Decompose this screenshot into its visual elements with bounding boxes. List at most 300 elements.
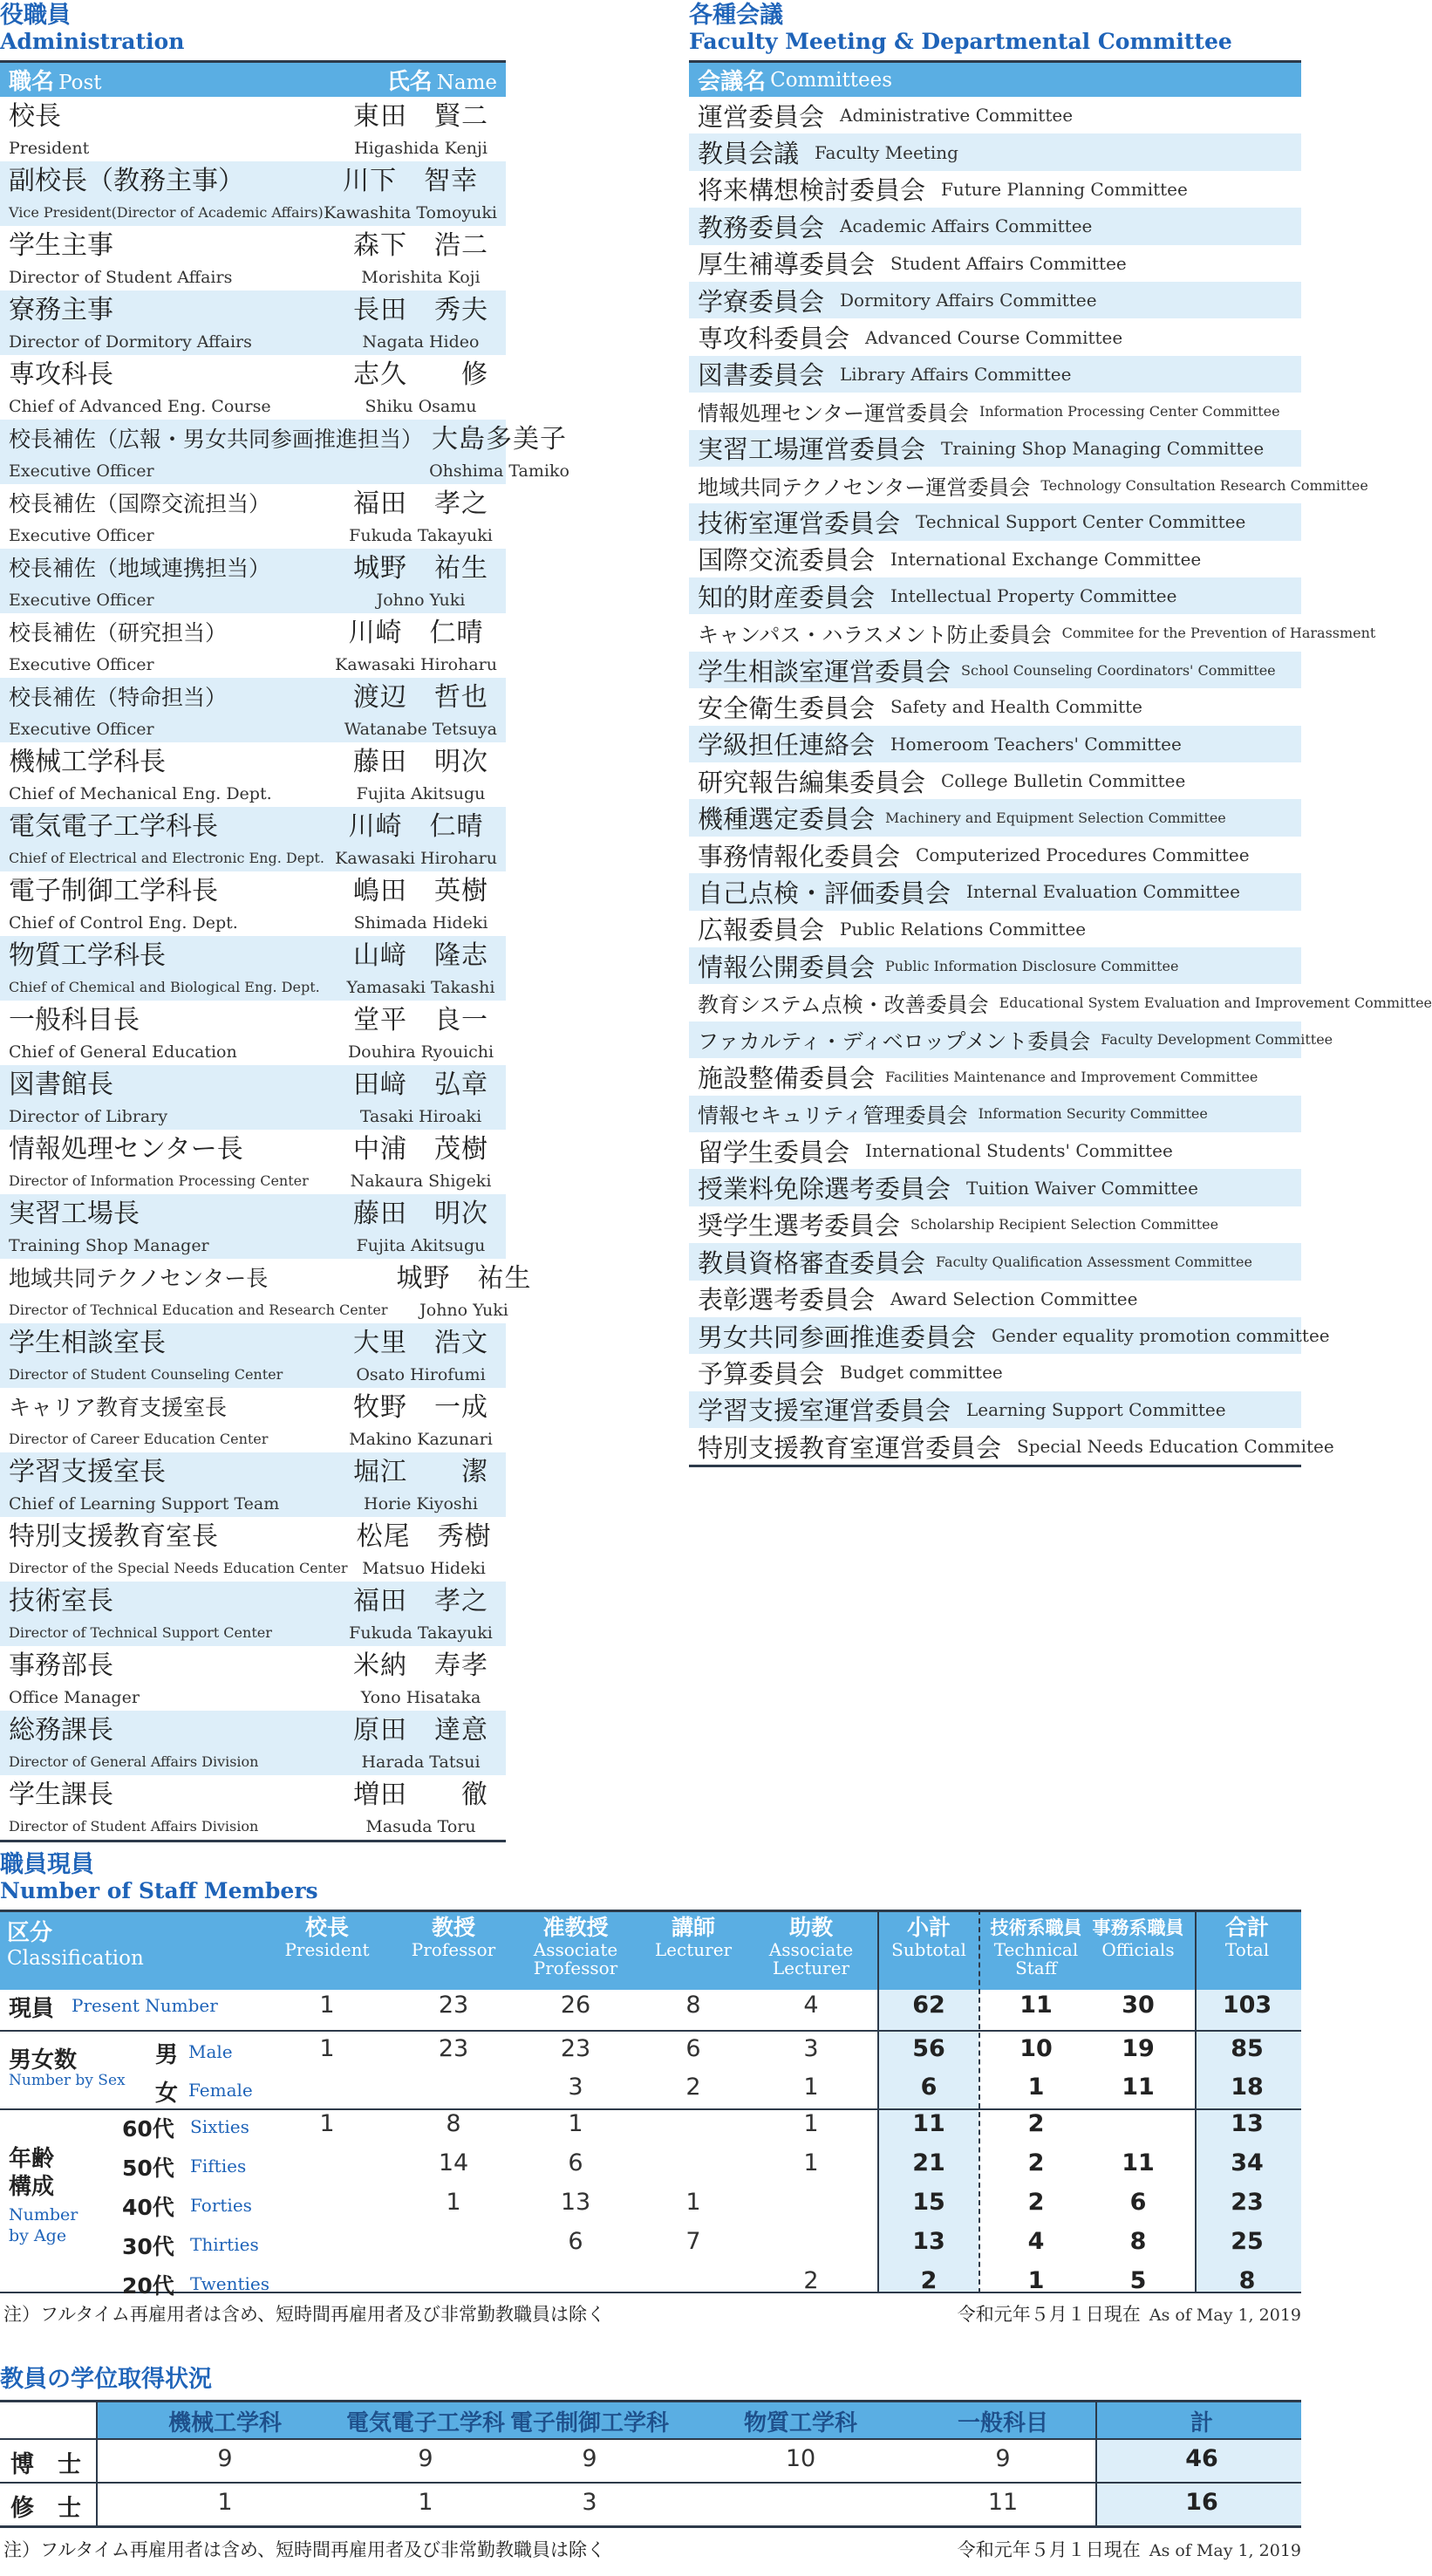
committee-name-en: International Exchange Committee [890, 548, 1202, 570]
staff-value-cell: 15 [912, 2189, 945, 2216]
col-en: Technical Staff [993, 1939, 1079, 1978]
post-en: Executive Officer [9, 591, 154, 610]
staff-value-cell: 13 [1231, 2110, 1264, 2137]
committee-name-en: Library Affairs Committee [840, 363, 1072, 385]
col-jp: 校長 [304, 1915, 349, 1940]
admin-row [0, 1517, 506, 1582]
admin-post [9, 1135, 309, 1191]
admin-row [0, 678, 506, 742]
person-name-en: Johno Yuki [419, 1301, 508, 1320]
committee-name-jp: 事務情報化委員会 [698, 841, 901, 871]
staff-value-cell: 10 [1019, 2035, 1053, 2062]
admin-post [9, 1587, 272, 1643]
post-jp: 学習支援室長 [9, 1457, 166, 1487]
staff-value-cell: 11 [1122, 2149, 1155, 2176]
person-name-en: Makino Kazunari [349, 1430, 493, 1449]
committee-name-en: Commitee for the Prevention of Harassment [1061, 625, 1376, 642]
col-jp: 准教授 [542, 1915, 609, 1940]
admin-row [0, 290, 506, 355]
degree-divider-left [96, 2400, 98, 2527]
staff-table [0, 1910, 1301, 2299]
admin-post [9, 941, 320, 997]
degree-value-cell: 1 [217, 2489, 233, 2516]
post-jp: 総務課長 [9, 1715, 113, 1746]
person-name-en: Harada Tatsui [361, 1753, 481, 1772]
admin-row [0, 613, 506, 678]
admin-person [344, 683, 497, 739]
person-name-en: Shimada Hideki [353, 913, 488, 933]
committees-title-jp: 各種会議 [689, 2, 783, 29]
committee-row [689, 356, 1301, 393]
staff-date: 令和元年５月１日現在 [957, 2304, 1141, 2325]
col-jp: 事務系職員 [1092, 1917, 1184, 1938]
committee-row [689, 541, 1301, 577]
staff-value-cell: 23 [438, 2035, 469, 2062]
admin-person [344, 1458, 497, 1513]
admin-row [0, 484, 506, 549]
degree-col-header: 電気電子工学科 [345, 2410, 505, 2436]
committee-row [689, 171, 1301, 208]
staff-title-jp: 職員現員 [0, 1851, 94, 1878]
admin-title-jp: 役職員 [0, 2, 71, 29]
committee-row [689, 1058, 1301, 1095]
committee-name-jp: 教員会議 [698, 139, 800, 169]
committee-name-en: Faculty Qualification Assessment Committee [936, 1253, 1252, 1270]
staff-title-en: Number of Staff Members [0, 1878, 318, 1903]
committee-row [689, 282, 1301, 318]
committee-row [689, 577, 1301, 614]
person-name-en: Kawasaki Hiroharu [335, 655, 497, 674]
committee-row [689, 503, 1301, 540]
age-row-en: Fifties [190, 2156, 247, 2176]
admin-post [9, 360, 271, 416]
age-row-jp: 40代 [122, 2195, 174, 2220]
col-jp: 小計 [906, 1915, 951, 1940]
person-name-en: Matsuo Hideki [362, 1559, 486, 1578]
staff-col-header [979, 1915, 1093, 1978]
staff-value-cell: 2 [1027, 2110, 1045, 2137]
degree-section [0, 2366, 1301, 2562]
staff-value-cell: 30 [1122, 1992, 1155, 2019]
committee-name-en: Scholarship Recipient Selection Committee [910, 1216, 1219, 1233]
post-jp: 機械工学科長 [9, 747, 166, 777]
person-name-jp: 東田 賢二 [353, 101, 488, 132]
admin-person [344, 1329, 497, 1384]
staff-value-cell: 1 [1027, 2267, 1045, 2294]
post-jp: 校長補佐（特命担当） [9, 685, 228, 710]
admin-post [9, 554, 270, 610]
post-en: Training Shop Manager [9, 1236, 209, 1255]
committee-name-jp: 学寮委員会 [698, 286, 825, 317]
committee-name-jp: 図書委員会 [698, 360, 825, 391]
post-en: Director of the Special Needs Education Center [9, 1560, 348, 1576]
staff-value-cell: 1 [446, 2189, 461, 2216]
age-label-en: Number by Age [9, 2205, 78, 2245]
header-divider-left [877, 1910, 879, 2293]
committee-name-en: School Counseling Coordinators' Committee [961, 661, 1276, 679]
degree-note: 注）フルタイム再雇用者は含め、短時間再雇用者及び非常勤教職員は除く [3, 2539, 606, 2560]
staff-value-cell: 8 [1129, 2228, 1147, 2255]
committee-name-en: Future Planning Committee [941, 178, 1188, 200]
person-name-en: Yono Hisataka [360, 1688, 481, 1707]
post-jp: 実習工場長 [9, 1199, 140, 1229]
committee-row [689, 1317, 1330, 1354]
admin-post [9, 1458, 279, 1513]
committee-row [689, 1428, 1334, 1465]
committee-name-jp: 情報セキュリティ管理委員会 [698, 1104, 968, 1129]
post-jp: 校長補佐（広報・男女共同参画推進担当） [9, 427, 424, 452]
committee-name-jp: 予算委員会 [698, 1358, 825, 1389]
admin-post [9, 1716, 258, 1772]
post-jp: 校長 [9, 101, 61, 132]
age-row-jp: 30代 [122, 2234, 174, 2259]
admin-person [344, 1393, 497, 1449]
staff-value-cell: 3 [803, 2035, 819, 2062]
person-name-jp: 渡辺 哲也 [352, 682, 488, 713]
admin-person [324, 167, 497, 222]
committee-name-en: Training Shop Managing Committee [941, 437, 1265, 459]
person-name-en: Fukuda Takayuki [349, 526, 493, 545]
committee-row [689, 1169, 1301, 1206]
staff-value-cell: 6 [568, 2228, 583, 2255]
degree-date: 令和元年５月１日現在 [957, 2539, 1141, 2560]
post-en: Director of Career Education Center [9, 1431, 269, 1447]
admin-post [9, 231, 232, 287]
person-name-en: Fukuda Takayuki [349, 1623, 493, 1643]
committee-row [689, 762, 1301, 799]
committee-row [689, 245, 1301, 282]
staff-value-cell: 1 [803, 2149, 819, 2176]
committee-row [689, 911, 1301, 947]
present-label-en: Present Number [72, 1995, 218, 2016]
committee-row [689, 1096, 1301, 1132]
admin-person [344, 231, 497, 287]
admin-person [344, 554, 497, 610]
committee-name-en: Advanced Course Committee [865, 326, 1123, 348]
person-name-en: Morishita Koji [361, 268, 481, 287]
committee-row [689, 393, 1301, 429]
classification-en: Classification [7, 1947, 144, 1970]
staff-value-cell: 23 [438, 1992, 469, 2019]
admin-post [9, 167, 324, 222]
post-jp: 学生相談室長 [9, 1328, 166, 1358]
committee-name-jp: 施設整備委員会 [698, 1063, 876, 1093]
sex-row-en: Male [188, 2041, 233, 2062]
committee-row [689, 1391, 1301, 1428]
col-jp: 講師 [671, 1915, 715, 1940]
admin-post [9, 1522, 348, 1578]
admin-person [335, 618, 497, 674]
staff-value-cell: 25 [1231, 2228, 1264, 2255]
post-jp: 物質工学科長 [9, 940, 166, 971]
committee-name-en: Technology Consultation Research Committee [1040, 476, 1368, 494]
degree-date-en: As of May 1, 2019 [1149, 2541, 1301, 2560]
person-name-en: Yamasaki Takashi [346, 978, 495, 997]
staff-value-cell: 2 [1027, 2149, 1045, 2176]
staff-value-cell: 8 [1238, 2267, 1256, 2294]
degree-value-cell: 9 [418, 2445, 433, 2472]
staff-value-cell: 23 [1231, 2189, 1264, 2216]
post-en: Chief of Learning Support Team [9, 1494, 280, 1513]
admin-row [0, 549, 506, 613]
committee-row [689, 873, 1301, 910]
admin-person [348, 1522, 501, 1578]
committee-name-jp: 自己点検・評価委員会 [698, 878, 951, 908]
post-jp: 学生主事 [9, 230, 113, 261]
staff-value-cell: 6 [920, 2074, 938, 2101]
committee-name-en: Facilities Maintenance and Improvement Committee [885, 1068, 1258, 1085]
post-jp: 図書館長 [9, 1069, 113, 1100]
post-header-en: Post [58, 72, 102, 94]
committee-name-jp: 将来構想検討委員会 [698, 175, 926, 206]
admin-person [344, 296, 497, 352]
person-name-jp: 嶋田 英樹 [353, 876, 488, 906]
age-row-en: Twenties [190, 2273, 269, 2294]
staff-value-cell: 13 [912, 2228, 945, 2255]
committee-name-en: Public Relations Committee [840, 918, 1087, 940]
committee-name-en: Learning Support Committee [966, 1398, 1226, 1420]
committee-name-jp: キャンパス・ハラスメント防止委員会 [698, 623, 1052, 648]
post-en: President [9, 139, 90, 158]
committee-name-en: Machinery and Equipment Selection Committee [885, 810, 1226, 827]
post-en: Chief of Electrical and Electronic Eng. Dept. [9, 850, 324, 866]
staff-value-cell: 21 [912, 2149, 945, 2176]
committee-name-en: International Students' Committee [865, 1140, 1173, 1162]
committee-name-jp: 授業料免除選考委員会 [698, 1174, 951, 1205]
committees-header-en: Committees [770, 68, 893, 92]
post-jp: 情報処理センター長 [9, 1134, 243, 1165]
committee-name-jp: 情報公開委員会 [698, 952, 876, 982]
committee-rows [689, 97, 1432, 1467]
person-name-jp: 城野 祐生 [396, 1263, 532, 1294]
admin-row [0, 1582, 506, 1646]
post-jp: 一般科目長 [9, 1005, 140, 1035]
staff-value-cell: 1 [803, 2110, 819, 2137]
staff-value-cell: 1 [319, 2035, 335, 2062]
post-en: Director of General Affairs Division [9, 1753, 259, 1770]
degree-row-label: 博 士 [10, 2451, 81, 2478]
post-en: Director of Student Affairs [9, 268, 233, 287]
person-name-jp: 藤田 明次 [353, 747, 488, 777]
sex-row-jp: 女 [155, 2081, 179, 2107]
person-name-en: Fujita Akitsugu [356, 784, 486, 803]
committees-title-en: Faculty Meeting & Departmental Committee [689, 29, 1232, 54]
staff-value-cell: 62 [912, 1992, 945, 2019]
committee-name-en: Gender equality promotion committee [992, 1325, 1330, 1347]
committee-name-jp: 国際交流委員会 [698, 545, 876, 576]
col-en: Professor [411, 1939, 496, 1960]
staff-value-cell: 23 [560, 2035, 591, 2062]
degree-value-cell: 46 [1185, 2445, 1218, 2472]
committee-name-jp: 学生相談室運営委員会 [698, 656, 951, 687]
staff-value-cell: 3 [568, 2074, 583, 2101]
staff-value-cell: 1 [319, 2110, 335, 2137]
admin-post [9, 748, 272, 803]
committee-name-jp: 厚生補導委員会 [698, 249, 876, 280]
degree-row-line [0, 2438, 1301, 2440]
degree-col-header: 電子制御工学科 [509, 2410, 669, 2436]
age-label [9, 2145, 78, 2246]
staff-value-cell: 2 [1027, 2189, 1045, 2216]
committee-name-en: Special Needs Education Commitee [1017, 1436, 1334, 1458]
col-en: Total [1224, 1939, 1270, 1960]
committee-row [689, 1281, 1301, 1317]
sex-label-en: Number by Sex [9, 2072, 126, 2089]
admin-post [9, 1329, 283, 1384]
committee-name-jp: 安全衛生委員会 [698, 693, 876, 723]
post-en: Director of Library [9, 1107, 168, 1126]
post-jp: 技術室長 [9, 1586, 113, 1616]
post-header-jp: 職名 [9, 69, 55, 95]
name-header-en: Name [436, 72, 497, 94]
post-en: Director of Dormitory Affairs [9, 332, 252, 352]
admin-row [0, 161, 506, 226]
admin-row [0, 1130, 506, 1194]
col-en: Officials [1101, 1939, 1175, 1960]
admin-person [344, 1199, 497, 1255]
person-name-en: Tasaki Hiroaki [359, 1107, 482, 1126]
admin-table-header [0, 60, 506, 97]
header-divider-right [1195, 1910, 1197, 2293]
age-row-en: Forties [190, 2195, 252, 2216]
staff-value-cell: 4 [1027, 2228, 1045, 2255]
post-jp: 地域共同テクノセンター長 [9, 1266, 269, 1291]
col-en: Associate Professor [533, 1939, 618, 1978]
person-name-en: Ohshima Tamiko [429, 461, 569, 481]
committee-name-jp: 教員資格審査委員会 [698, 1247, 926, 1278]
name-header-jp: 氏名 [386, 69, 433, 95]
admin-post [9, 489, 270, 545]
committee-name-jp: 奨学生選考委員会 [698, 1211, 901, 1241]
committee-row [689, 652, 1301, 688]
post-en: Office Manager [9, 1688, 140, 1707]
staff-value-cell: 1 [319, 1992, 335, 2019]
sex-row-jp: 男 [155, 2042, 179, 2068]
staff-col-header [519, 1915, 632, 1978]
post-jp: 専攻科長 [9, 359, 113, 390]
admin-person [344, 102, 497, 158]
person-name-jp: 川下 智幸 [343, 166, 479, 196]
committee-row [689, 97, 1301, 133]
degree-value-cell: 16 [1185, 2489, 1218, 2516]
admin-person [344, 1070, 497, 1126]
present-label-jp: 現員 [9, 1996, 55, 2022]
committee-row [689, 318, 1301, 355]
person-name-jp: 増田 徹 [353, 1780, 488, 1810]
committee-name-en: Technical Support Center Committee [916, 511, 1246, 533]
staff-value-cell: 11 [912, 2110, 945, 2137]
post-en: Chief of General Education [9, 1042, 237, 1062]
admin-post [9, 296, 252, 352]
staff-value-cell: 4 [803, 1992, 819, 2019]
admin-row [0, 1711, 506, 1775]
post-jp: 電子制御工学科長 [9, 876, 218, 906]
post-en: Executive Officer [9, 655, 154, 674]
committee-name-jp: 専攻科委員会 [698, 324, 850, 354]
admin-rows [0, 97, 569, 1842]
admin-post [9, 1264, 388, 1320]
staff-value-cell: 1 [568, 2110, 583, 2137]
person-name-en: Masuda Toru [365, 1817, 476, 1836]
person-name-en: Johno Yuki [376, 591, 466, 610]
person-name-en: Fujita Akitsugu [356, 1236, 486, 1255]
admin-post [9, 1006, 237, 1062]
committee-name-en: Public Information Disclosure Committee [885, 957, 1179, 974]
admin-row [0, 1646, 506, 1711]
degree-value-cell: 3 [582, 2489, 597, 2516]
committee-name-jp: 特別支援教育室運営委員会 [698, 1432, 1002, 1463]
staff-value-cell: 7 [685, 2228, 701, 2255]
post-en: Chief of Chemical and Biological Eng. Dept. [9, 979, 320, 995]
degree-title: 教員の学位取得状況 [0, 2366, 212, 2393]
admin-person [344, 941, 497, 997]
degree-col-header: 物質工学科 [743, 2410, 857, 2436]
committee-row [689, 688, 1301, 725]
committee-name-en: Safety and Health Committe [890, 696, 1142, 718]
admin-person [344, 360, 497, 416]
age-label-jp: 年齢構成 [9, 2146, 55, 2200]
committee-row [689, 984, 1432, 1021]
staff-date-en: As of May 1, 2019 [1149, 2306, 1301, 2325]
person-name-jp: 大島多美子 [432, 424, 568, 454]
post-jp: 副校長（教務主事） [9, 166, 244, 196]
person-name-jp: 堀江 潔 [353, 1457, 488, 1487]
admin-row [0, 420, 569, 484]
person-name-en: Nagata Hideo [362, 332, 480, 352]
staff-value-cell: 8 [685, 1992, 701, 2019]
person-name-en: Kawashita Tomoyuki [324, 203, 497, 222]
col-en: Subtotal [891, 1939, 966, 1960]
admin-row [0, 871, 506, 936]
person-name-en: Higashida Kenji [354, 139, 488, 158]
classification-header [7, 1915, 144, 1970]
staff-col-header [397, 1915, 510, 1959]
committee-row [689, 614, 1376, 651]
person-name-en: Shiku Osamu [365, 397, 477, 416]
degree-col-header: 一般科目 [957, 2410, 1048, 2436]
committee-name-en: Tuition Waiver Committee [966, 1177, 1198, 1199]
staff-value-cell: 1 [803, 2074, 819, 2101]
committee-name-en: Intellectual Property Committee [890, 585, 1177, 607]
committee-name-en: Information Security Committee [978, 1105, 1208, 1123]
staff-value-cell: 11 [1019, 1992, 1053, 2019]
age-row-en: Thirties [190, 2234, 259, 2255]
degree-value-cell: 9 [582, 2445, 597, 2472]
staff-value-cell: 1 [1027, 2074, 1045, 2101]
admin-person [388, 1264, 541, 1320]
admin-person [344, 1135, 497, 1191]
staff-value-cell: 2 [803, 2267, 819, 2294]
committee-name-jp: 実習工場運営委員会 [698, 434, 926, 465]
person-name-en: Douhira Ryouichi [347, 1042, 494, 1062]
committee-name-en: Budget committee [840, 1362, 1003, 1384]
admin-row [0, 936, 506, 1001]
committee-name-jp: 運営委員会 [698, 101, 825, 132]
staff-value-cell: 8 [446, 2110, 461, 2137]
committee-name-en: Homeroom Teachers' Committee [890, 733, 1182, 755]
committee-row [689, 726, 1301, 762]
classification-jp: 区分 [7, 1920, 53, 1946]
admin-row [0, 1388, 506, 1452]
post-en: Executive Officer [9, 720, 154, 739]
post-jp: 校長補佐（研究担当） [9, 620, 228, 646]
post-en: Vice President(Director of Academic Affairs) [9, 204, 324, 221]
committee-name-jp: 広報委員会 [698, 915, 825, 946]
admin-person [344, 489, 497, 545]
post-en: Executive Officer [9, 526, 154, 545]
committee-name-jp: 表彰選考委員会 [698, 1285, 876, 1315]
committee-name-en: Educational System Evaluation and Improvement Committee [999, 994, 1432, 1012]
